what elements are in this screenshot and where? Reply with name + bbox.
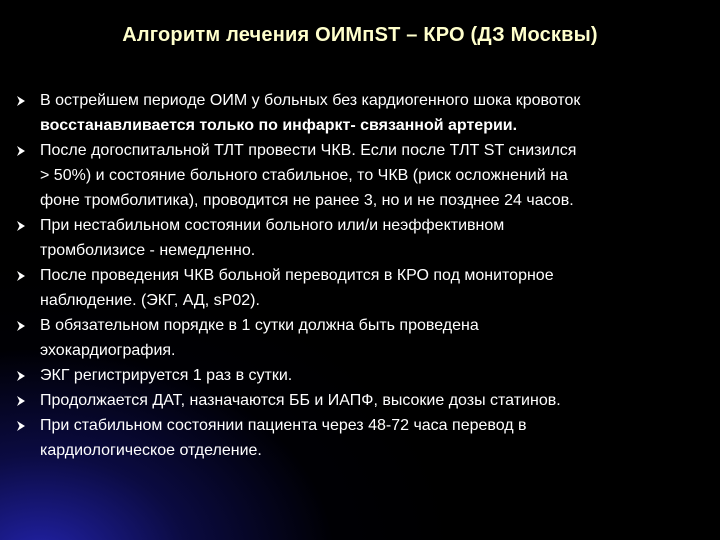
arrowhead-bullet-icon	[16, 271, 26, 281]
bullet-item	[14, 313, 704, 363]
slide-title: Алгоритм лечения ОИМпST – КРО (ДЗ Москвы)	[122, 24, 598, 46]
bullet-item	[14, 88, 704, 138]
bullet-text-line: После догоспитальной ТЛТ провести ЧКВ. Если после ТЛТ ST снизился	[40, 142, 577, 159]
bullet-text-line: эхокардиография.	[40, 342, 176, 359]
arrowhead-bullet-icon	[16, 146, 26, 156]
bullet-item	[14, 213, 704, 263]
arrowhead-bullet-icon	[16, 421, 26, 431]
bullet-item	[14, 138, 704, 213]
arrowhead-bullet-icon	[16, 96, 26, 106]
bullet-text-line: наблюдение. (ЭКГ, АД, sP02).	[40, 292, 260, 309]
bullet-item	[14, 363, 704, 388]
bullet-text-line: кардиологическое отделение.	[40, 442, 262, 459]
bullet-text-line: тромболизисе - немедленно.	[40, 242, 256, 259]
bullet-text-line: восстанавливается только по инфаркт- связанной артерии.	[40, 117, 518, 134]
bullet-text-line: фоне тромболитика), проводится не ранее 3, но и не позднее 24 часов.	[40, 192, 574, 209]
bullet-text-line: ЭКГ регистрируется 1 раз в сутки.	[40, 367, 293, 384]
bullet-list	[14, 88, 704, 463]
bullet-text-line: > 50%) и состояние больного стабильное, то ЧКВ (риск осложнений на	[40, 167, 568, 184]
arrowhead-bullet-icon	[16, 221, 26, 231]
bullet-item	[14, 263, 704, 313]
bullet-text-line: При стабильном состоянии пациента через 48-72 часа перевод в	[40, 417, 527, 434]
arrowhead-bullet-icon	[16, 371, 26, 381]
bullet-item	[14, 413, 704, 463]
bullet-text-line: В острейшем периоде ОИМ у больных без кардиогенного шока кровоток	[40, 92, 581, 109]
arrowhead-bullet-icon	[16, 396, 26, 406]
arrowhead-bullet-icon	[16, 321, 26, 331]
bullet-text-line: В обязательном порядке в 1 сутки должна быть проведена	[40, 317, 479, 334]
bullet-item	[14, 388, 704, 413]
bullet-text-line: Продолжается ДАТ, назначаются ББ и ИАПФ, высокие дозы статинов.	[40, 392, 561, 409]
bullet-text-line: При нестабильном состоянии больного или/и неэффективном	[40, 217, 505, 234]
bullet-text-line: После проведения ЧКВ больной переводится в КРО под мониторное	[40, 267, 554, 284]
